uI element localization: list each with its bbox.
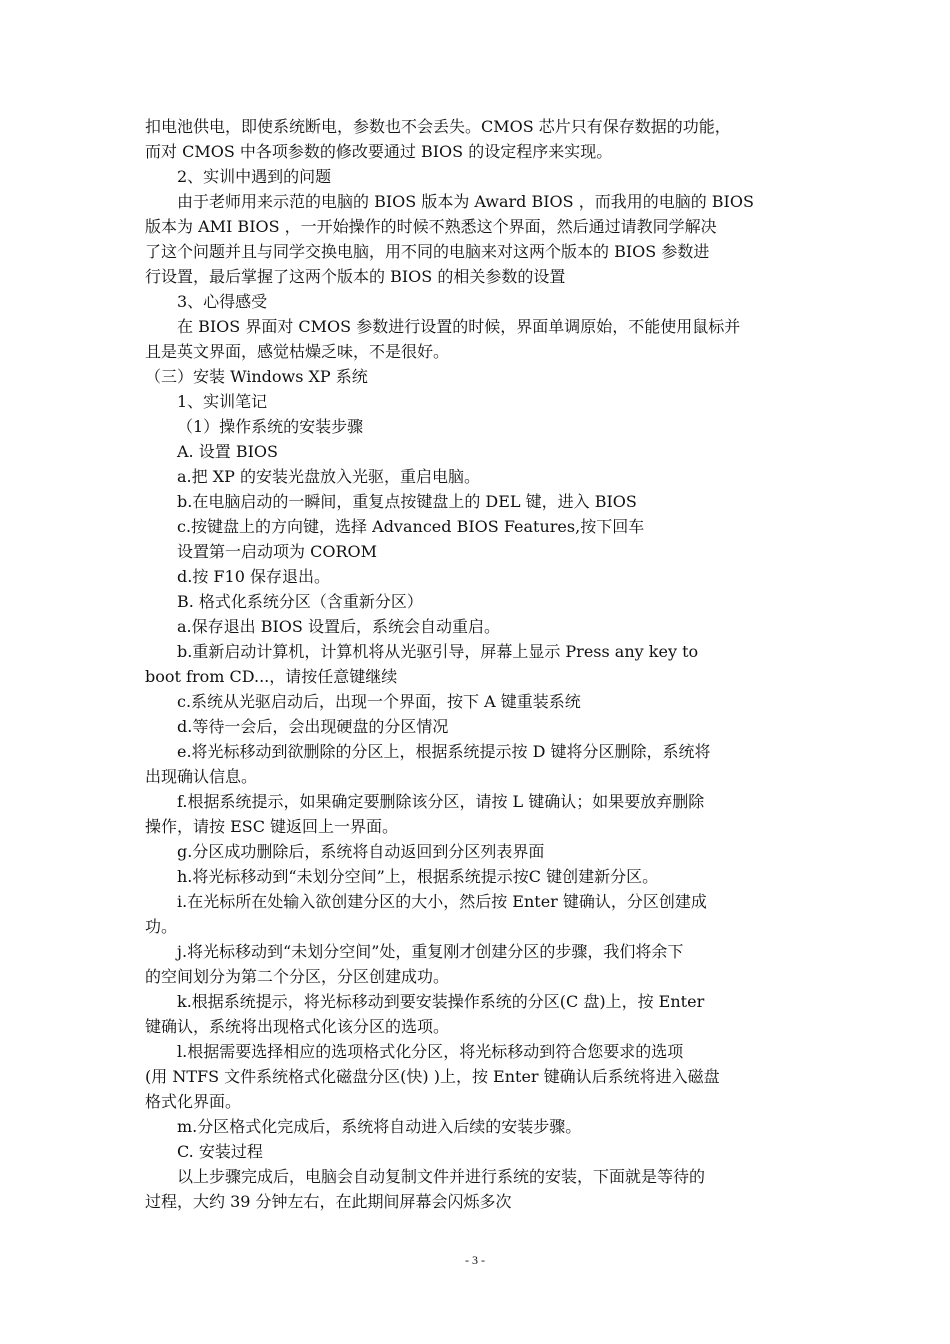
text-line: b.在电脑启动的一瞬间，重复点按键盘上的 DEL 键，进入 BIOS bbox=[177, 492, 637, 511]
text-line: 的空间划分为第二个分区，分区创建成功。 bbox=[145, 967, 450, 986]
step-heading: A. 设置 BIOS bbox=[177, 442, 278, 461]
step-heading: B. 格式化系统分区（含重新分区） bbox=[177, 592, 423, 611]
text-line: c.系统从光驱启动后，出现一个界面，按下 A 键重装系统 bbox=[177, 692, 581, 711]
text-line: 在 BIOS 界面对 CMOS 参数进行设置的时候，界面单调原始，不能使用鼠标并 bbox=[177, 317, 741, 336]
text-line: 出现确认信息。 bbox=[145, 767, 258, 786]
text-line: 键确认，系统将出现格式化该分区的选项。 bbox=[145, 1017, 450, 1036]
text-line: 格式化界面。 bbox=[145, 1092, 242, 1111]
text-line: 功。 bbox=[145, 917, 178, 936]
text-line: 版本为 AMI BIOS ，一开始操作的时候不熟悉这个界面，然后通过请教同学解决 bbox=[145, 217, 717, 236]
text-line: 了这个问题并且与同学交换电脑，用不同的电脑来对这两个版本的 BIOS 参数进 bbox=[145, 242, 710, 261]
text-line: boot from CD...，请按任意键继续 bbox=[145, 667, 398, 686]
text-line: f.根据系统提示，如果确定要删除该分区，请按 L 键确认；如果要放弃删除 bbox=[177, 792, 705, 811]
chapter-heading: （三）安装 Windows XP 系统 bbox=[145, 367, 368, 386]
text-line: a.把 XP 的安装光盘放入光驱，重启电脑。 bbox=[177, 467, 480, 486]
text-line: j.将光标移动到“未划分空间”处，重复刚才创建分区的步骤，我们将余下 bbox=[177, 942, 684, 961]
text-line: d.按 F10 保存退出。 bbox=[177, 567, 330, 586]
text-line: k.根据系统提示，将光标移动到要安装操作系统的分区(C 盘)上，按 Enter bbox=[177, 992, 705, 1011]
section-heading: 3、心得感受 bbox=[177, 292, 268, 311]
section-heading: 2、实训中遇到的问题 bbox=[177, 167, 332, 186]
text-line: i.在光标所在处输入欲创建分区的大小，然后按 Enter 键确认，分区创建成 bbox=[177, 892, 707, 911]
text-line: 过程，大约 39 分钟左右，在此期间屏幕会闪烁多次 bbox=[145, 1192, 512, 1211]
text-line: 设置第一启动项为 COROM bbox=[177, 542, 377, 561]
text-line: a.保存退出 BIOS 设置后，系统会自动重启。 bbox=[177, 617, 500, 636]
page-number: - 3 - bbox=[465, 1253, 485, 1267]
text-line: e.将光标移动到欲删除的分区上，根据系统提示按 D 键将分区删除，系统将 bbox=[177, 742, 711, 761]
text-line: g.分区成功删除后，系统将自动返回到分区列表界面 bbox=[177, 842, 545, 861]
text-line: 行设置，最后掌握了这两个版本的 BIOS 的相关参数的设置 bbox=[145, 267, 566, 286]
text-line: b.重新启动计算机，计算机将从光驱引导，屏幕上显示 Press any key to bbox=[177, 642, 699, 661]
text-line: 而对 CMOS 中各项参数的修改要通过 BIOS 的设定程序来实现。 bbox=[145, 142, 613, 161]
text-line: 操作，请按 ESC 键返回上一界面。 bbox=[145, 817, 399, 836]
step-heading: C. 安装过程 bbox=[177, 1142, 263, 1161]
text-line: d.等待一会后，会出现硬盘的分区情况 bbox=[177, 717, 449, 736]
subsection-heading: （1）操作系统的安装步骤 bbox=[177, 417, 364, 436]
text-line: 由于老师用来示范的电脑的 BIOS 版本为 Award BIOS ，而我用的电脑的 BIOS bbox=[177, 192, 754, 211]
text-line: m.分区格式化完成后，系统将自动进入后续的安装步骤。 bbox=[177, 1117, 582, 1136]
section-heading: 1、实训笔记 bbox=[177, 392, 268, 411]
text-line: 以上步骤完成后，电脑会自动复制文件并进行系统的安装，下面就是等待的 bbox=[177, 1167, 706, 1186]
text-line: l.根据需要选择相应的选项格式化分区，将光标移动到符合您要求的选项 bbox=[177, 1042, 684, 1061]
text-line: 扣电池供电，即使系统断电，参数也不会丢失。CMOS 芯片只有保存数据的功能， bbox=[145, 117, 731, 136]
text-line: h.将光标移动到“未划分空间”上，根据系统提示按C 键创建新分区。 bbox=[177, 867, 659, 886]
text-line: 且是英文界面，感觉枯燥乏味，不是很好。 bbox=[145, 342, 450, 361]
text-line: c.按键盘上的方向键，选择 Advanced BIOS Features,按下回车 bbox=[177, 517, 645, 536]
text-line: (用 NTFS 文件系统格式化磁盘分区(快) )上，按 Enter 键确认后系统将进入磁盘 bbox=[145, 1067, 720, 1086]
